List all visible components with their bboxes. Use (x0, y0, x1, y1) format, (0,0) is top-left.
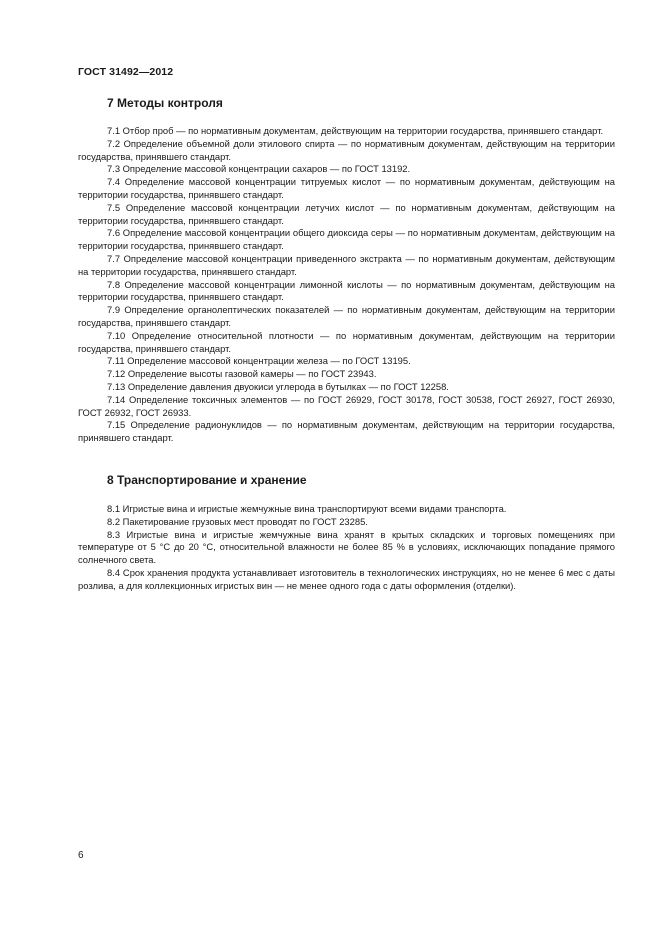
paragraph-7-9: 7.9 Определение органолептических показателей — по нормативным документам, действующим на территории государства, принявшего стандарт. (78, 304, 615, 328)
paragraph-7-14: 7.14 Определение токсичных элементов — по ГОСТ 26929, ГОСТ 30178, ГОСТ 30538, ГОСТ 26927, ГОСТ 26930, ГОСТ 26932, ГОСТ 26933. (78, 393, 615, 418)
paragraph-7-2: 7.2 Определение объемной доли этилового спирта — по нормативным документам, действующим на территории государства, принявшего стандарт. (78, 137, 615, 162)
paragraph-7-12: 7.12 Определение высоты газовой камеры — по ГОСТ 23943. (107, 368, 377, 380)
paragraph-8-1: 8.1 Игристые вина и игристые жемчужные вина транспортируют всеми видами транспорта. (107, 503, 507, 514)
paragraph-7-15: 7.15 Определение радионуклидов — по нормативным документам, действующим на территории государства, принявшего стандарт. (78, 419, 615, 444)
section-7-heading: 7 Методы контроля (107, 96, 223, 110)
paragraph-7-8: 7.8 Определение массовой концентрации лимонной кислоты — по нормативным документам, действующим на территории государства, принявшего стандарт. (78, 278, 615, 303)
document-code: ГОСТ 31492—2012 (78, 66, 174, 78)
page-number: 6 (78, 850, 84, 861)
paragraph-7-4: 7.4 Определение массовой концентрации титруемых кислот — по нормативным документам, действующим на территории государства, принявшего стандарт. (78, 176, 615, 200)
paragraph-7-1: 7.1 Отбор проб — по нормативным документам, действующим на территории государства, принявшего стандарт. (107, 125, 604, 136)
paragraph-7-10: 7.10 Определение относительной плотности — по нормативным документам, действующим на территории государства, принявшего стандарт. (78, 329, 615, 354)
paragraph-7-3: 7.3 Определение массовой концентрации сахаров — по ГОСТ 13192. (107, 163, 411, 175)
paragraph-7-7: 7.7 Определение массовой концентрации приведенного экстракта — по нормативным документам, действующим на территории государства, принявшего стандарт. (78, 252, 615, 277)
section-7-body (78, 125, 615, 445)
paragraph-7-13: 7.13 Определение давления двуокиси углерода в бутылках — по ГОСТ 12258. (107, 380, 449, 392)
paragraph-7-5: 7.5 Определение массовой концентрации летучих кислот — по нормативным документам, действующим на территории государства, принявшего стандарт. (78, 201, 615, 226)
paragraph-8-2: 8.2 Пакетирование грузовых мест проводят по ГОСТ 23285. (107, 515, 368, 527)
paragraph-8-4: 8.4 Срок хранения продукта устанавливает изготовитель в технологических инструкциях, но не менее 6 мес с даты розлива, а для коллекционных игристых вин — не менее одного года с даты оформления (отделки). (78, 566, 615, 591)
section-8-heading: 8 Транспортирование и хранение (107, 473, 307, 487)
section-8-body (78, 503, 615, 593)
paragraph-7-11: 7.11 Определение массовой концентрации железа — по ГОСТ 13195. (107, 355, 411, 367)
paragraph-8-3: 8.3 Игристые вина и игристые жемчужные вина хранят в крытых складских и торговых помещениях при температуре от 5 °С до 20 °С, относительной влажности не более 85 % в условиях, исключающих попадание прямого солнечного света. (78, 528, 615, 566)
paragraph-7-6: 7.6 Определение массовой концентрации общего диоксида серы — по нормативным документам, действующим на территории государства, принявшего стандарт. (78, 227, 615, 252)
